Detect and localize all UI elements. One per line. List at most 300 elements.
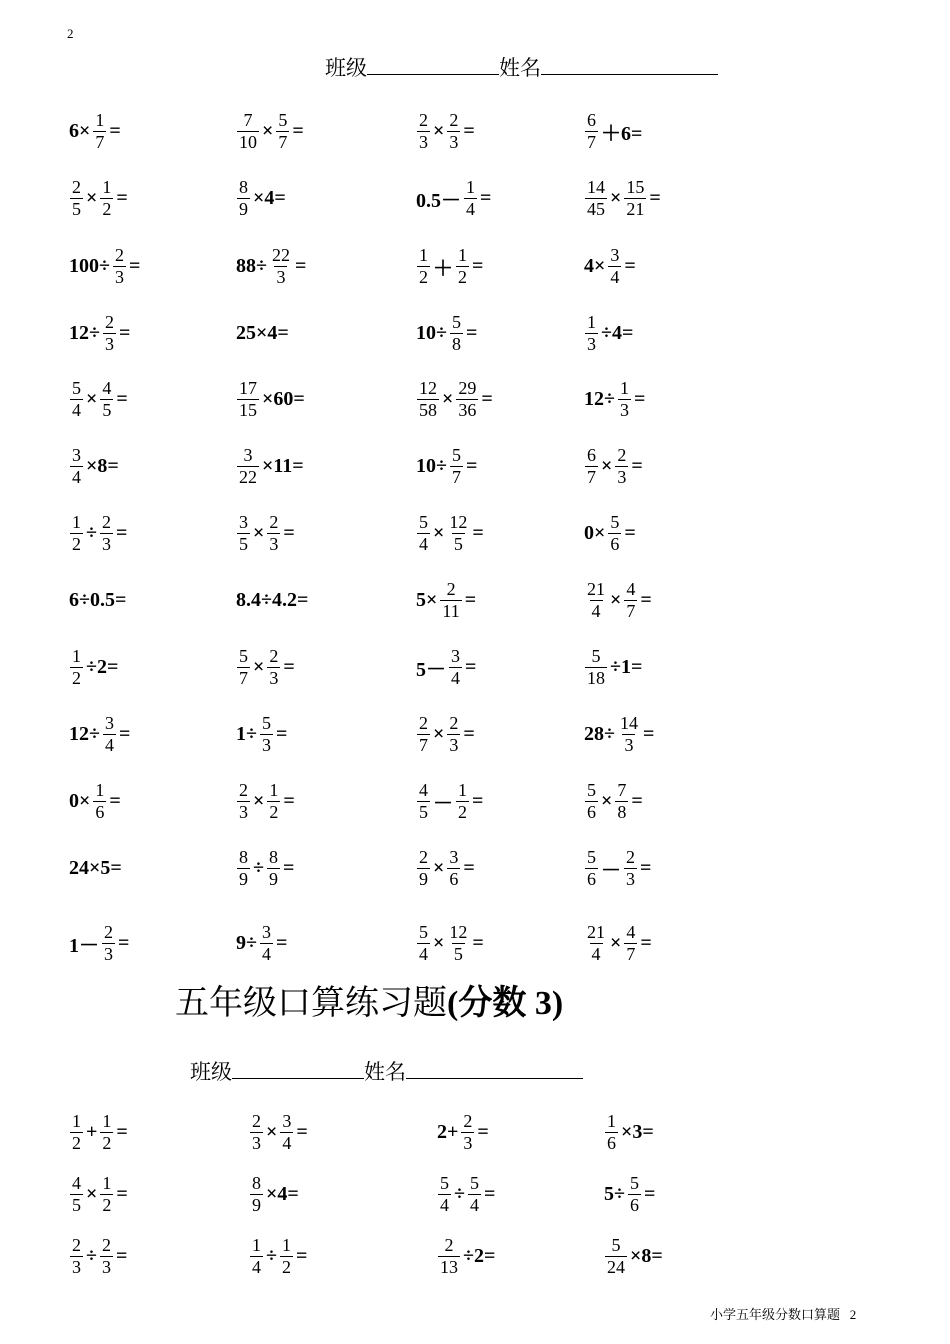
numerator: 3 — [282, 1110, 292, 1131]
fraction — [280, 1236, 293, 1277]
numerator: 8 — [268, 846, 278, 867]
denominator: 2 — [72, 667, 81, 688]
numerator: 6 — [587, 109, 596, 130]
numerator: 14 — [619, 712, 638, 733]
denominator: 3 — [463, 1132, 473, 1153]
denominator: 9 — [419, 868, 428, 889]
operator-text: = — [472, 789, 484, 812]
problem — [68, 1106, 129, 1158]
operator-text: ÷ — [266, 1244, 277, 1267]
operator-text: = — [118, 722, 131, 745]
denominator: 3 — [104, 333, 114, 354]
denominator: 4 — [419, 943, 428, 964]
fraction — [585, 580, 607, 621]
page-footer — [710, 1304, 856, 1323]
denominator: 7 — [239, 667, 248, 688]
operator-text: ÷ — [454, 1182, 465, 1205]
problem — [68, 917, 130, 969]
operator-text: = — [109, 119, 121, 142]
class-blank — [367, 56, 499, 75]
class-label: 班级 — [325, 56, 367, 80]
operator-text: 12÷ — [69, 722, 100, 745]
operator-text: × — [253, 655, 265, 678]
operator-text: 25×4= — [236, 321, 289, 344]
problem — [235, 775, 296, 827]
denominator: 3 — [269, 667, 279, 688]
problem — [68, 307, 131, 359]
fraction — [608, 513, 621, 554]
fraction — [102, 923, 115, 964]
denominator: 7 — [587, 131, 596, 152]
operator-text: = — [642, 722, 655, 745]
operator-text: 0× — [69, 789, 91, 812]
problem — [235, 373, 306, 425]
operator-text: = — [624, 521, 636, 544]
operator-text: ×3= — [621, 1120, 654, 1143]
operator-text: = — [472, 521, 484, 544]
operator-text: 5－ — [416, 658, 446, 681]
fraction — [93, 111, 106, 152]
numerator: 4 — [102, 377, 112, 398]
denominator: 7 — [626, 943, 636, 964]
problem — [68, 507, 128, 559]
numerator: 3 — [243, 444, 253, 465]
fraction — [113, 246, 126, 287]
operator-text: 9÷ — [236, 931, 257, 954]
numerator: 5 — [419, 921, 428, 942]
numerator: 1 — [72, 645, 81, 666]
problem — [68, 641, 119, 693]
denominator: 4 — [466, 198, 475, 219]
name-line-bottom — [190, 1056, 583, 1086]
problem — [235, 574, 309, 626]
fraction — [417, 781, 430, 822]
numerator: 2 — [419, 846, 428, 867]
operator-text: × — [266, 1120, 278, 1143]
operator-text: × — [253, 789, 265, 812]
fraction — [267, 513, 280, 554]
problem — [583, 307, 634, 359]
fraction — [237, 848, 250, 889]
operator-text: = — [296, 1120, 308, 1143]
operator-text: = — [275, 722, 288, 745]
operator-text: = — [464, 588, 477, 611]
numerator: 2 — [626, 846, 635, 867]
operator-text: × — [442, 387, 454, 410]
problem — [235, 172, 287, 224]
fraction — [237, 178, 250, 219]
problem — [583, 105, 643, 157]
operator-text: × — [610, 186, 622, 209]
operator-text: × — [601, 789, 613, 812]
numerator: 3 — [451, 645, 460, 666]
operator-text: = — [294, 254, 307, 277]
fraction — [456, 246, 469, 287]
page-number-top: 2 — [67, 26, 74, 41]
fraction — [70, 1174, 83, 1215]
problem — [583, 708, 655, 760]
denominator: 7 — [95, 131, 105, 152]
name-label: 姓名 — [499, 56, 541, 80]
operator-text: = — [624, 254, 636, 277]
denominator: 3 — [449, 131, 459, 152]
operator-text: ×8= — [86, 454, 119, 477]
denominator: 4 — [610, 266, 620, 287]
denominator: 2 — [102, 198, 112, 219]
operator-text: × — [433, 931, 445, 954]
fraction — [585, 446, 598, 487]
problem — [436, 1106, 490, 1158]
denominator: 4 — [72, 466, 81, 487]
numerator: 3 — [239, 511, 248, 532]
denominator: 3 — [619, 399, 629, 420]
denominator: 58 — [419, 399, 437, 420]
numerator: 3 — [261, 921, 271, 942]
fraction — [237, 647, 250, 688]
problem — [415, 775, 484, 827]
denominator: 9 — [252, 1194, 261, 1215]
numerator: 2 — [269, 511, 279, 532]
numerator: 2 — [449, 712, 459, 733]
numerator: 12 — [449, 921, 468, 942]
numerator: 6 — [587, 444, 596, 465]
numerator: 17 — [239, 377, 257, 398]
operator-text: 0× — [584, 521, 606, 544]
denominator: 4 — [591, 943, 601, 964]
numerator: 14 — [587, 176, 605, 197]
fraction — [450, 446, 463, 487]
denominator: 2 — [72, 533, 81, 554]
problem — [68, 373, 129, 425]
fraction — [447, 714, 460, 755]
fraction — [260, 923, 273, 964]
denominator: 4 — [72, 399, 81, 420]
name-blank — [541, 56, 718, 75]
numerator: 5 — [591, 645, 601, 666]
operator-text: ×11= — [262, 454, 304, 477]
operator-text: = — [283, 521, 295, 544]
numerator: 5 — [469, 1172, 479, 1193]
denominator: 3 — [72, 1256, 81, 1277]
operator-text: + — [86, 1120, 98, 1143]
numerator: 1 — [72, 511, 81, 532]
denominator: 5 — [419, 801, 428, 822]
denominator: 4 — [104, 734, 114, 755]
operator-text: = — [640, 588, 652, 611]
problem — [415, 440, 478, 492]
problem — [415, 574, 477, 626]
fraction — [250, 1112, 263, 1153]
numerator: 1 — [466, 176, 475, 197]
operator-text: = — [116, 387, 128, 410]
numerator: 5 — [419, 511, 428, 532]
numerator: 2 — [463, 1110, 473, 1131]
operator-text: = — [283, 655, 295, 678]
problem — [235, 105, 305, 157]
denominator: 4 — [252, 1256, 261, 1277]
operator-text: － — [433, 792, 453, 815]
fraction — [250, 1174, 263, 1215]
problem — [436, 1230, 496, 1282]
numerator: 1 — [458, 244, 467, 265]
operator-text: ×4= — [253, 186, 286, 209]
operator-text: 10÷ — [416, 321, 447, 344]
denominator: 6 — [629, 1194, 639, 1215]
fraction — [585, 923, 607, 964]
problem — [68, 574, 127, 626]
problem — [248, 1168, 300, 1220]
name-line-top — [325, 52, 718, 82]
numerator: 5 — [440, 1172, 449, 1193]
problem — [415, 307, 478, 359]
fraction — [100, 178, 113, 219]
fraction — [100, 513, 113, 554]
problem — [68, 842, 123, 894]
fraction — [585, 313, 598, 354]
denominator: 36 — [458, 399, 477, 420]
denominator: 2 — [72, 1132, 81, 1153]
operator-text: = — [116, 1182, 128, 1205]
fraction — [585, 781, 598, 822]
problem — [603, 1168, 656, 1220]
fraction — [615, 781, 628, 822]
operator-text: × — [610, 588, 622, 611]
operator-text: = — [633, 387, 646, 410]
problem — [235, 842, 295, 894]
denominator: 6 — [587, 868, 596, 889]
denominator: 3 — [276, 266, 286, 287]
operator-text: × — [433, 722, 445, 745]
denominator: 3 — [104, 943, 113, 964]
fraction — [585, 111, 598, 152]
numerator: 2 — [449, 109, 459, 130]
problem — [583, 775, 644, 827]
fraction — [464, 178, 477, 219]
denominator: 5 — [453, 533, 463, 554]
fraction — [624, 580, 637, 621]
problem — [68, 440, 120, 492]
problem — [583, 842, 652, 894]
numerator: 22 — [271, 244, 290, 265]
fraction — [417, 513, 430, 554]
operator-text: = — [643, 1182, 656, 1205]
operator-text: = — [118, 321, 131, 344]
denominator: 10 — [239, 131, 257, 152]
operator-text: = — [465, 655, 477, 678]
fraction — [605, 1112, 618, 1153]
numerator: 2 — [72, 176, 81, 197]
operator-text: = — [115, 521, 128, 544]
problem — [415, 917, 485, 969]
operator-text: ÷ — [86, 1244, 97, 1267]
fraction — [624, 848, 637, 889]
fraction — [417, 246, 430, 287]
operator-text: 5× — [416, 588, 438, 611]
denominator: 9 — [239, 198, 248, 219]
fraction — [260, 714, 273, 755]
numerator: 1 — [95, 109, 105, 130]
operator-text: 1÷ — [236, 722, 257, 745]
numerator: 5 — [587, 846, 596, 867]
problem — [235, 708, 288, 760]
operator-text: × — [433, 856, 445, 879]
denominator: 3 — [449, 734, 459, 755]
operator-text: ÷ — [86, 521, 97, 544]
numerator: 2 — [419, 109, 428, 130]
numerator: 4 — [626, 578, 636, 599]
numerator: 2 — [101, 1234, 111, 1255]
fraction — [276, 111, 289, 152]
problem — [583, 917, 653, 969]
fraction — [447, 848, 460, 889]
fraction — [440, 580, 461, 621]
fraction — [456, 781, 469, 822]
numerator: 5 — [611, 1234, 621, 1255]
fraction — [70, 647, 83, 688]
operator-text: = — [463, 119, 475, 142]
operator-text: = — [477, 1120, 489, 1143]
fraction — [618, 379, 631, 420]
operator-text: = — [116, 186, 128, 209]
numerator: 15 — [626, 176, 645, 197]
fraction — [237, 781, 250, 822]
operator-text: = — [472, 931, 484, 954]
operator-text: = — [631, 789, 643, 812]
problem — [583, 507, 637, 559]
fraction — [417, 923, 430, 964]
numerator: 29 — [458, 377, 477, 398]
operator-text: × — [86, 186, 98, 209]
fraction — [250, 1236, 263, 1277]
denominator: 21 — [626, 198, 645, 219]
problem — [583, 641, 643, 693]
operator-text: 8.4÷4.2= — [236, 588, 309, 611]
operator-text: ＋6= — [601, 122, 643, 145]
problem — [436, 1168, 496, 1220]
problem — [68, 1168, 129, 1220]
problem — [248, 1106, 309, 1158]
fraction — [624, 923, 637, 964]
numerator: 3 — [610, 244, 620, 265]
problem — [235, 641, 296, 693]
numerator: 4 — [419, 779, 428, 800]
problem — [415, 172, 492, 224]
fraction — [103, 313, 116, 354]
numerator: 1 — [419, 244, 428, 265]
operator-text: 28÷ — [584, 722, 615, 745]
problem — [583, 240, 637, 292]
denominator: 8 — [451, 333, 461, 354]
denominator: 3 — [587, 333, 596, 354]
operator-text: = — [275, 931, 288, 954]
denominator: 2 — [281, 1256, 291, 1277]
operator-text: = — [483, 1182, 496, 1205]
denominator: 3 — [101, 1256, 111, 1277]
denominator: 5 — [72, 1194, 81, 1215]
fraction — [450, 313, 463, 354]
numerator: 5 — [610, 511, 620, 532]
denominator: 2 — [419, 266, 428, 287]
operator-text: = — [295, 1244, 308, 1267]
fraction — [585, 848, 598, 889]
numerator: 8 — [239, 176, 248, 197]
denominator: 5 — [239, 533, 248, 554]
worksheet-title — [175, 975, 563, 1024]
fraction — [280, 1112, 293, 1153]
denominator: 4 — [451, 667, 460, 688]
denominator: 4 — [261, 943, 271, 964]
numerator: 8 — [239, 846, 248, 867]
numerator: 3 — [72, 444, 81, 465]
fraction — [608, 246, 621, 287]
problem — [235, 507, 296, 559]
fraction — [461, 1112, 474, 1153]
footer-page-number: 2 — [849, 1307, 857, 1322]
operator-text: = — [116, 1120, 128, 1143]
fraction — [468, 1174, 481, 1215]
numerator: 8 — [252, 1172, 261, 1193]
numerator: 5 — [239, 645, 248, 666]
operator-text: = — [109, 789, 121, 812]
fraction — [417, 379, 439, 420]
problem — [235, 307, 290, 359]
operator-text: = — [283, 789, 295, 812]
problem — [415, 507, 485, 559]
problem — [415, 105, 476, 157]
operator-text: ÷1= — [610, 655, 643, 678]
denominator: 2 — [102, 1194, 112, 1215]
title-main: 五年级口算练习题 — [175, 985, 447, 1022]
fraction — [237, 379, 259, 420]
denominator: 13 — [440, 1256, 458, 1277]
operator-text: 6÷0.5= — [69, 588, 127, 611]
fraction — [628, 1174, 641, 1215]
fraction — [456, 379, 478, 420]
fraction — [70, 1236, 83, 1277]
problem — [235, 440, 305, 492]
operator-text: = — [465, 321, 478, 344]
denominator: 6 — [449, 868, 459, 889]
operator-text: ÷2= — [86, 655, 119, 678]
fraction — [447, 513, 469, 554]
name-blank — [406, 1060, 583, 1079]
operator-text: ÷4= — [601, 321, 634, 344]
denominator: 9 — [239, 868, 248, 889]
problem — [68, 240, 141, 292]
numerator: 12 — [419, 377, 437, 398]
fraction — [438, 1236, 460, 1277]
denominator: 3 — [252, 1132, 261, 1153]
fraction — [270, 246, 292, 287]
operator-text: = — [481, 387, 493, 410]
numerator: 3 — [449, 846, 459, 867]
denominator: 3 — [419, 131, 428, 152]
fraction — [70, 513, 83, 554]
numerator: 1 — [458, 779, 467, 800]
fraction — [93, 781, 106, 822]
denominator: 7 — [587, 466, 596, 487]
operator-text: = — [463, 722, 475, 745]
numerator: 3 — [104, 712, 114, 733]
fraction — [615, 446, 628, 487]
denominator: 7 — [419, 734, 428, 755]
operator-text: 88÷ — [236, 254, 267, 277]
denominator: 3 — [617, 466, 627, 487]
fraction — [417, 848, 430, 889]
numerator: 1 — [72, 1110, 81, 1131]
operator-text: = — [649, 186, 661, 209]
problem — [68, 172, 129, 224]
